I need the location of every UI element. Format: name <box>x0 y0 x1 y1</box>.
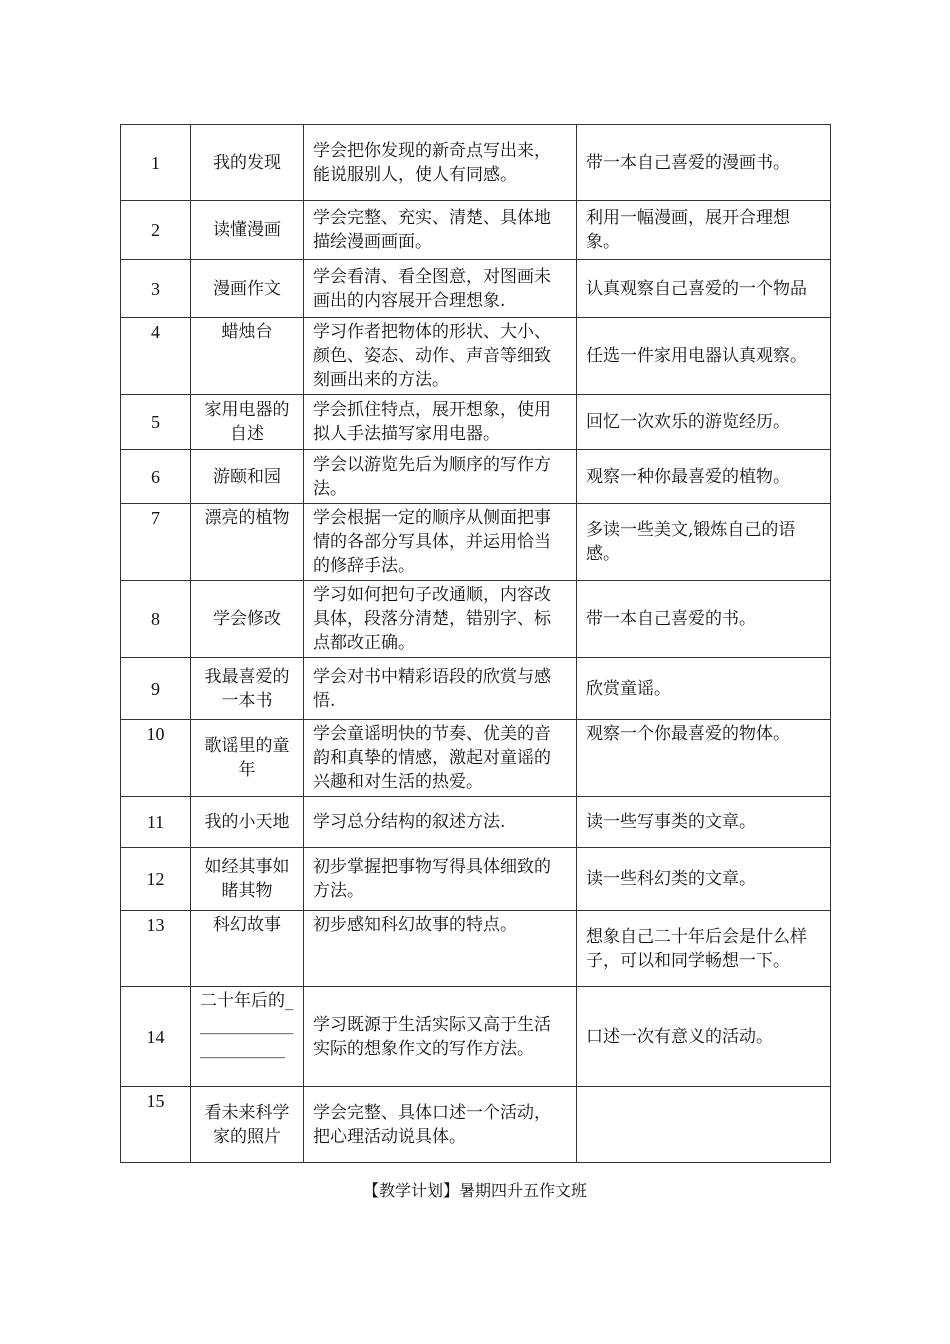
lesson-number: 5 <box>121 395 191 450</box>
lesson-goal: 学会以游览先后为顺序的写作方法。 <box>304 450 577 504</box>
lesson-title: 漫画作文 <box>191 260 304 318</box>
lesson-task: 回忆一次欢乐的游览经历。 <box>577 395 831 450</box>
table-row <box>121 848 831 911</box>
lesson-goal: 学习作者把物体的形状、大小、颜色、姿态、动作、声音等细致刻画出来的方法。 <box>304 318 577 395</box>
table-row <box>121 504 831 581</box>
lesson-task: 口述一次有意义的活动。 <box>577 987 831 1087</box>
lesson-number: 15 <box>121 1087 191 1163</box>
lesson-number: 13 <box>121 911 191 987</box>
lesson-goal: 学习如何把句子改通顺，内容改具体，段落分清楚，错别字、标点都改正确。 <box>304 581 577 658</box>
lesson-task: 带一本自己喜爱的漫画书。 <box>577 125 831 201</box>
lesson-title: 二十年后的______________________ <box>191 987 304 1087</box>
table-row <box>121 658 831 720</box>
lesson-number: 3 <box>121 260 191 318</box>
lesson-number: 6 <box>121 450 191 504</box>
lesson-goal: 学会抓住特点，展开想象，使用拟人手法描写家用电器。 <box>304 395 577 450</box>
lesson-task: 利用一幅漫画，展开合理想象。 <box>577 201 831 260</box>
lesson-title: 我最喜爱的一本书 <box>191 658 304 720</box>
lesson-task: 想象自己二十年后会是什么样子，可以和同学畅想一下。 <box>577 911 831 987</box>
table-row <box>121 125 831 201</box>
table-row <box>121 260 831 318</box>
table-row <box>121 911 831 987</box>
lesson-goal: 学会根据一定的顺序从侧面把事情的各部分写具体，并运用恰当的修辞手法。 <box>304 504 577 581</box>
lesson-number: 7 <box>121 504 191 581</box>
lesson-goal: 学会把你发现的新奇点写出来，能说服别人，使人有同感。 <box>304 125 577 201</box>
lesson-task: 读一些写事类的文章。 <box>577 797 831 848</box>
lesson-goal: 学会童谣明快的节奏、优美的音韵和真挚的情感，激起对童谣的兴趣和对生活的热爱。 <box>304 720 577 797</box>
table-row <box>121 797 831 848</box>
lesson-title: 家用电器的自述 <box>191 395 304 450</box>
lesson-number: 4 <box>121 318 191 395</box>
lesson-number: 11 <box>121 797 191 848</box>
lesson-title: 科幻故事 <box>191 911 304 987</box>
table-row <box>121 450 831 504</box>
lesson-task: 带一本自己喜爱的书。 <box>577 581 831 658</box>
lesson-title: 学会修改 <box>191 581 304 658</box>
lesson-task: 认真观察自己喜爱的一个物品 <box>577 260 831 318</box>
table-row <box>121 395 831 450</box>
lesson-number: 9 <box>121 658 191 720</box>
lesson-number: 10 <box>121 720 191 797</box>
lesson-task: 观察一种你最喜爱的植物。 <box>577 450 831 504</box>
lesson-task: 多读一些美文,锻炼自己的语感。 <box>577 504 831 581</box>
lesson-number: 14 <box>121 987 191 1087</box>
table-row <box>121 581 831 658</box>
lesson-goal: 学会看清、看全图意，对图画未画出的内容展开合理想象. <box>304 260 577 318</box>
lesson-task: 欣赏童谣。 <box>577 658 831 720</box>
lesson-title: 读懂漫画 <box>191 201 304 260</box>
lesson-title: 蜡烛台 <box>191 318 304 395</box>
lesson-title: 我的发现 <box>191 125 304 201</box>
lesson-number: 12 <box>121 848 191 911</box>
lesson-task: 观察一个你最喜爱的物体。 <box>577 720 831 797</box>
lesson-task: 任选一件家用电器认真观察。 <box>577 318 831 395</box>
lesson-title: 游颐和园 <box>191 450 304 504</box>
table-row <box>121 987 831 1087</box>
lesson-task <box>577 1087 831 1163</box>
lesson-plan-table <box>120 124 831 1163</box>
lesson-goal: 学会完整、充实、清楚、具体地描绘漫画画面。 <box>304 201 577 260</box>
lesson-title: 如经其事如睹其物 <box>191 848 304 911</box>
lesson-goal: 学习既源于生活实际又高于生活实际的想象作文的写作方法。 <box>304 987 577 1087</box>
lesson-goal: 学会对书中精彩语段的欣赏与感悟. <box>304 658 577 720</box>
lesson-title: 看未来科学家的照片 <box>191 1087 304 1163</box>
lesson-task: 读一些科幻类的文章。 <box>577 848 831 911</box>
table-row <box>121 1087 831 1163</box>
table-row <box>121 201 831 260</box>
lesson-goal: 初步掌握把事物写得具体细致的方法。 <box>304 848 577 911</box>
table-row <box>121 318 831 395</box>
lesson-title: 漂亮的植物 <box>191 504 304 581</box>
lesson-number: 8 <box>121 581 191 658</box>
lesson-goal: 初步感知科幻故事的特点。 <box>304 911 577 987</box>
lesson-number: 1 <box>121 125 191 201</box>
lesson-title: 我的小天地 <box>191 797 304 848</box>
page-footer: 【教学计划】暑期四升五作文班 <box>362 1181 587 1200</box>
lesson-goal: 学习总分结构的叙述方法. <box>304 797 577 848</box>
lesson-title: 歌谣里的童年 <box>191 720 304 797</box>
lesson-goal: 学会完整、具体口述一个活动，把心理活动说具体。 <box>304 1087 577 1163</box>
lesson-number: 2 <box>121 201 191 260</box>
table-row <box>121 720 831 797</box>
